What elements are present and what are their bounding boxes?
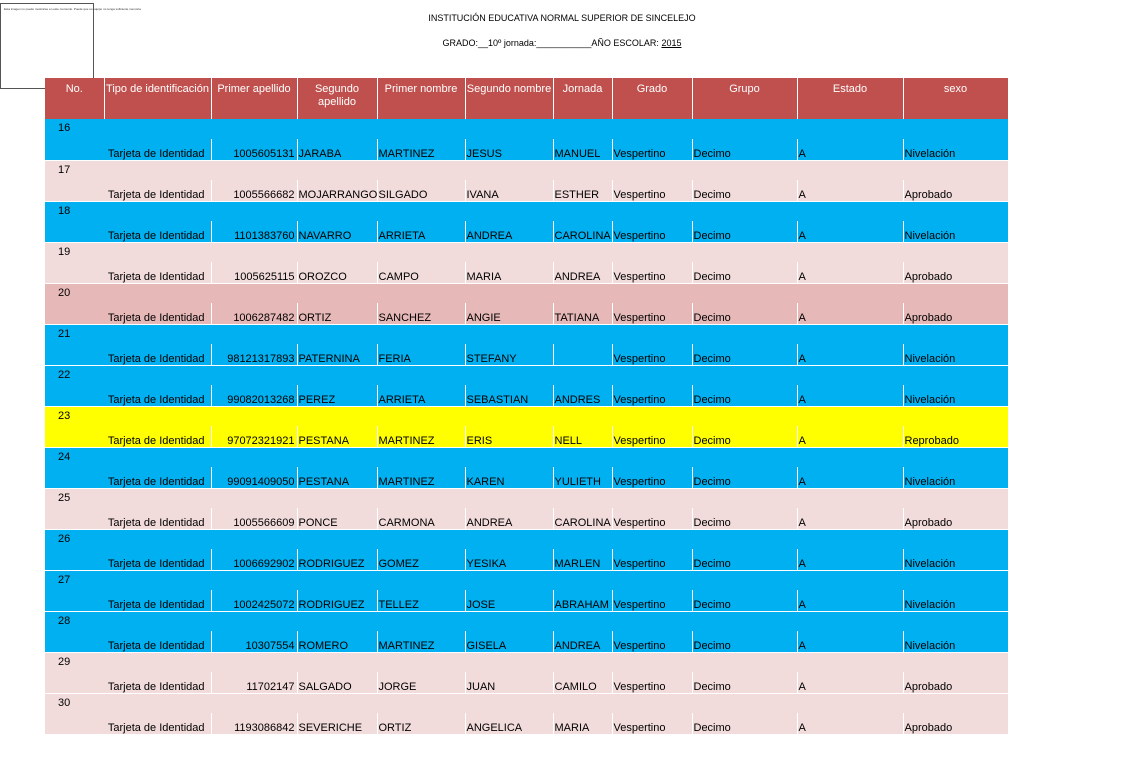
cell-id-number: 10307554 xyxy=(211,631,297,652)
cell-primer-nombre: ANGELICA xyxy=(465,713,553,734)
cell-estado: Aprobado xyxy=(903,508,1008,529)
table-row xyxy=(45,467,1008,488)
cell-id-number: 1193086842 xyxy=(211,713,297,734)
cell-estado: Aprobado xyxy=(903,180,1008,201)
row-number: 18 xyxy=(45,201,1008,221)
cell-jornada: Vespertino xyxy=(612,672,692,693)
table-row-number xyxy=(45,242,1008,262)
cell-jornada: Vespertino xyxy=(612,344,692,365)
cell-estado: Aprobado xyxy=(903,303,1008,324)
cell-segundo-nombre: CAROLINA xyxy=(553,508,612,529)
cell-grado: Decimo xyxy=(692,180,797,201)
col-header-primer-apellido: Primer apellido xyxy=(211,78,297,119)
table-row xyxy=(45,713,1008,734)
cell-segundo-nombre: YULIETH xyxy=(553,467,612,488)
cell-jornada: Vespertino xyxy=(612,303,692,324)
cell-tipo: Tarjeta de Identidad xyxy=(45,262,211,283)
cell-segundo-nombre: ANDREA xyxy=(553,631,612,652)
cell-id-number: 1005566609 xyxy=(211,508,297,529)
row-number: 25 xyxy=(45,488,1008,508)
cell-primer-nombre: MARIA xyxy=(465,262,553,283)
cell-tipo: Tarjeta de Identidad xyxy=(45,672,211,693)
cell-estado: Nivelación xyxy=(903,631,1008,652)
cell-id-number: 99082013268 xyxy=(211,385,297,406)
table-row-number xyxy=(45,406,1008,426)
cell-id-number: 1002425072 xyxy=(211,590,297,611)
cell-tipo: Tarjeta de Identidad xyxy=(45,180,211,201)
table-row xyxy=(45,508,1008,529)
cell-grado: Decimo xyxy=(692,139,797,160)
cell-primer-apellido: NAVARRO xyxy=(297,221,377,242)
row-number: 17 xyxy=(45,160,1008,180)
cell-jornada: Vespertino xyxy=(612,221,692,242)
table-row-number xyxy=(45,529,1008,549)
cell-segundo-apellido: SILGADO xyxy=(377,180,465,201)
cell-primer-nombre: JOSE xyxy=(465,590,553,611)
cell-segundo-apellido: GOMEZ xyxy=(377,549,465,570)
cell-segundo-apellido: MARTINEZ xyxy=(377,139,465,160)
cell-grupo: A xyxy=(797,549,903,570)
row-number: 28 xyxy=(45,611,1008,631)
col-header-segundo-apellido: Segundo apellido xyxy=(297,78,377,119)
cell-estado: Aprobado xyxy=(903,262,1008,283)
cell-primer-apellido: SALGADO xyxy=(297,672,377,693)
cell-grupo: A xyxy=(797,180,903,201)
cell-primer-apellido: MOJARRANGO xyxy=(297,180,377,201)
cell-estado: Nivelación xyxy=(903,549,1008,570)
cell-grupo: A xyxy=(797,426,903,447)
cell-grupo: A xyxy=(797,590,903,611)
institution-title: INSTITUCIÓN EDUCATIVA NORMAL SUPERIOR DE SINCELEJO xyxy=(428,13,696,23)
cell-segundo-nombre xyxy=(553,344,612,365)
table-row xyxy=(45,549,1008,570)
cell-jornada: Vespertino xyxy=(612,549,692,570)
cell-primer-apellido: SEVERICHE xyxy=(297,713,377,734)
cell-primer-apellido: PONCE xyxy=(297,508,377,529)
cell-jornada: Vespertino xyxy=(612,631,692,652)
table-row-number xyxy=(45,570,1008,590)
cell-grado: Decimo xyxy=(692,713,797,734)
cell-id-number: 1005605131 xyxy=(211,139,297,160)
table-row-number xyxy=(45,201,1008,221)
row-number: 21 xyxy=(45,324,1008,344)
cell-grado: Decimo xyxy=(692,262,797,283)
cell-grado: Decimo xyxy=(692,549,797,570)
cell-tipo: Tarjeta de Identidad xyxy=(45,426,211,447)
cell-grado: Decimo xyxy=(692,508,797,529)
cell-grado: Decimo xyxy=(692,467,797,488)
cell-tipo: Tarjeta de Identidad xyxy=(45,508,211,529)
cell-grupo: A xyxy=(797,467,903,488)
table-row xyxy=(45,180,1008,201)
row-number: 30 xyxy=(45,693,1008,713)
cell-id-number: 98121317893 xyxy=(211,344,297,365)
cell-tipo: Tarjeta de Identidad xyxy=(45,467,211,488)
cell-primer-nombre: STEFANY xyxy=(465,344,553,365)
cell-primer-apellido: ROMERO xyxy=(297,631,377,652)
school-year: 2015 xyxy=(661,38,682,48)
cell-segundo-apellido: JORGE xyxy=(377,672,465,693)
cell-jornada: Vespertino xyxy=(612,139,692,160)
col-header-segundo-nombre: Segundo nombre xyxy=(465,78,553,119)
table-row xyxy=(45,426,1008,447)
cell-primer-nombre: ANDREA xyxy=(465,221,553,242)
cell-jornada: Vespertino xyxy=(612,590,692,611)
cell-segundo-apellido: MARTINEZ xyxy=(377,467,465,488)
cell-grupo: A xyxy=(797,221,903,242)
cell-primer-apellido: PESTANA xyxy=(297,467,377,488)
table-row-number xyxy=(45,283,1008,303)
cell-estado: Nivelación xyxy=(903,385,1008,406)
cell-tipo: Tarjeta de Identidad xyxy=(45,631,211,652)
cell-id-number: 1101383760 xyxy=(211,221,297,242)
cell-segundo-nombre: ANDREA xyxy=(553,262,612,283)
cell-tipo: Tarjeta de Identidad xyxy=(45,139,211,160)
row-number: 26 xyxy=(45,529,1008,549)
cell-segundo-nombre: ESTHER xyxy=(553,180,612,201)
table-row xyxy=(45,344,1008,365)
table-row-number xyxy=(45,488,1008,508)
cell-tipo: Tarjeta de Identidad xyxy=(45,221,211,242)
cell-segundo-apellido: ARRIETA xyxy=(377,221,465,242)
cell-estado: Nivelación xyxy=(903,221,1008,242)
table-row xyxy=(45,262,1008,283)
row-number: 23 xyxy=(45,406,1008,426)
table-row xyxy=(45,221,1008,242)
cell-segundo-nombre: TATIANA xyxy=(553,303,612,324)
cell-jornada: Vespertino xyxy=(612,426,692,447)
cell-grado: Decimo xyxy=(692,344,797,365)
table-header-row xyxy=(45,78,1008,119)
cell-id-number: 1006692902 xyxy=(211,549,297,570)
cell-segundo-apellido: ARRIETA xyxy=(377,385,465,406)
col-header-sexo: sexo xyxy=(903,78,1008,119)
cell-grupo: A xyxy=(797,672,903,693)
cell-id-number: 97072321921 xyxy=(211,426,297,447)
cell-grupo: A xyxy=(797,139,903,160)
cell-grupo: A xyxy=(797,713,903,734)
cell-grupo: A xyxy=(797,344,903,365)
cell-tipo: Tarjeta de Identidad xyxy=(45,590,211,611)
cell-segundo-apellido: CARMONA xyxy=(377,508,465,529)
cell-grado: Decimo xyxy=(692,385,797,406)
col-header-tipo: Tipo de identificación xyxy=(104,78,211,119)
row-number: 29 xyxy=(45,652,1008,672)
cell-jornada: Vespertino xyxy=(612,180,692,201)
row-number: 27 xyxy=(45,570,1008,590)
cell-grupo: A xyxy=(797,631,903,652)
cell-id-number: 11702147 xyxy=(211,672,297,693)
row-number: 20 xyxy=(45,283,1008,303)
cell-segundo-apellido: TELLEZ xyxy=(377,590,465,611)
cell-primer-apellido: PEREZ xyxy=(297,385,377,406)
table-row-number xyxy=(45,324,1008,344)
cell-primer-apellido: ORTIZ xyxy=(297,303,377,324)
cell-segundo-apellido: CAMPO xyxy=(377,262,465,283)
table-row xyxy=(45,590,1008,611)
cell-tipo: Tarjeta de Identidad xyxy=(45,713,211,734)
cell-tipo: Tarjeta de Identidad xyxy=(45,549,211,570)
row-number: 24 xyxy=(45,447,1008,467)
row-number: 16 xyxy=(45,119,1008,139)
cell-grado: Decimo xyxy=(692,426,797,447)
cell-segundo-apellido: SANCHEZ xyxy=(377,303,465,324)
cell-primer-apellido: PESTANA xyxy=(297,426,377,447)
cell-grado: Decimo xyxy=(692,631,797,652)
cell-grado: Decimo xyxy=(692,303,797,324)
cell-primer-apellido: RODRIGUEZ xyxy=(297,590,377,611)
cell-jornada: Vespertino xyxy=(612,467,692,488)
grade-line xyxy=(0,38,1124,48)
table-row-number xyxy=(45,447,1008,467)
cell-segundo-apellido: MARTINEZ xyxy=(377,426,465,447)
cell-segundo-apellido: MARTINEZ xyxy=(377,631,465,652)
cell-jornada: Vespertino xyxy=(612,508,692,529)
cell-segundo-apellido: ORTIZ xyxy=(377,713,465,734)
table-row-number xyxy=(45,119,1008,139)
cell-jornada: Vespertino xyxy=(612,713,692,734)
cell-grado: Decimo xyxy=(692,590,797,611)
logo-caption: Esta imagen no puede mostrarse en este momento. Puede que su equipo no tenga suficiente memoria xyxy=(4,7,141,11)
cell-id-number: 1006287482 xyxy=(211,303,297,324)
cell-grupo: A xyxy=(797,508,903,529)
cell-estado: Nivelación xyxy=(903,139,1008,160)
table-row xyxy=(45,631,1008,652)
cell-jornada: Vespertino xyxy=(612,385,692,406)
cell-segundo-nombre: MARIA xyxy=(553,713,612,734)
col-header-grupo: Grupo xyxy=(692,78,797,119)
table-row-number xyxy=(45,160,1008,180)
cell-estado: Aprobado xyxy=(903,713,1008,734)
cell-segundo-nombre: MANUEL xyxy=(553,139,612,160)
cell-grado: Decimo xyxy=(692,221,797,242)
cell-primer-nombre: JUAN xyxy=(465,672,553,693)
cell-primer-nombre: YESIKA xyxy=(465,549,553,570)
cell-primer-apellido: JARABA xyxy=(297,139,377,160)
cell-grado: Decimo xyxy=(692,672,797,693)
grade-line-prefix: GRADO:__10º jornada:___________AÑO ESCOLAR: xyxy=(442,38,662,48)
cell-primer-nombre: ERIS xyxy=(465,426,553,447)
cell-id-number: 1005566682 xyxy=(211,180,297,201)
cell-estado: Nivelación xyxy=(903,344,1008,365)
cell-jornada: Vespertino xyxy=(612,262,692,283)
cell-primer-apellido: OROZCO xyxy=(297,262,377,283)
cell-grupo: A xyxy=(797,385,903,406)
students-table xyxy=(45,78,1009,735)
cell-primer-nombre: KAREN xyxy=(465,467,553,488)
cell-primer-nombre: IVANA xyxy=(465,180,553,201)
table-row-number xyxy=(45,611,1008,631)
cell-primer-apellido: RODRIGUEZ xyxy=(297,549,377,570)
table-row xyxy=(45,385,1008,406)
cell-grupo: A xyxy=(797,303,903,324)
table-row xyxy=(45,139,1008,160)
cell-primer-nombre: SEBASTIAN xyxy=(465,385,553,406)
cell-estado: Reprobado xyxy=(903,426,1008,447)
table-row xyxy=(45,672,1008,693)
cell-estado: Nivelación xyxy=(903,590,1008,611)
cell-primer-nombre: JESUS xyxy=(465,139,553,160)
table-row-number xyxy=(45,693,1008,713)
col-header-no: No. xyxy=(45,78,104,119)
table-row-number xyxy=(45,652,1008,672)
cell-primer-nombre: ANGIE xyxy=(465,303,553,324)
col-header-grado: Grado xyxy=(612,78,692,119)
col-header-jornada: Jornada xyxy=(553,78,612,119)
col-header-estado: Estado xyxy=(797,78,903,119)
cell-tipo: Tarjeta de Identidad xyxy=(45,303,211,324)
cell-estado: Aprobado xyxy=(903,672,1008,693)
row-number: 22 xyxy=(45,365,1008,385)
cell-tipo: Tarjeta de Identidad xyxy=(45,344,211,365)
cell-segundo-nombre: CAMILO xyxy=(553,672,612,693)
table-row-number xyxy=(45,365,1008,385)
cell-segundo-nombre: MARLEN xyxy=(553,549,612,570)
cell-segundo-nombre: CAROLINA xyxy=(553,221,612,242)
cell-segundo-nombre: ABRAHAM xyxy=(553,590,612,611)
cell-id-number: 1005625115 xyxy=(211,262,297,283)
cell-segundo-apellido: FERIA xyxy=(377,344,465,365)
cell-primer-apellido: PATERNINA xyxy=(297,344,377,365)
cell-tipo: Tarjeta de Identidad xyxy=(45,385,211,406)
row-number: 19 xyxy=(45,242,1008,262)
cell-id-number: 99091409050 xyxy=(211,467,297,488)
cell-estado: Nivelación xyxy=(903,467,1008,488)
table-row xyxy=(45,303,1008,324)
cell-primer-nombre: GISELA xyxy=(465,631,553,652)
cell-segundo-nombre: NELL xyxy=(553,426,612,447)
col-header-primer-nombre: Primer nombre xyxy=(377,78,465,119)
cell-segundo-nombre: ANDRES xyxy=(553,385,612,406)
cell-grupo: A xyxy=(797,262,903,283)
cell-primer-nombre: ANDREA xyxy=(465,508,553,529)
